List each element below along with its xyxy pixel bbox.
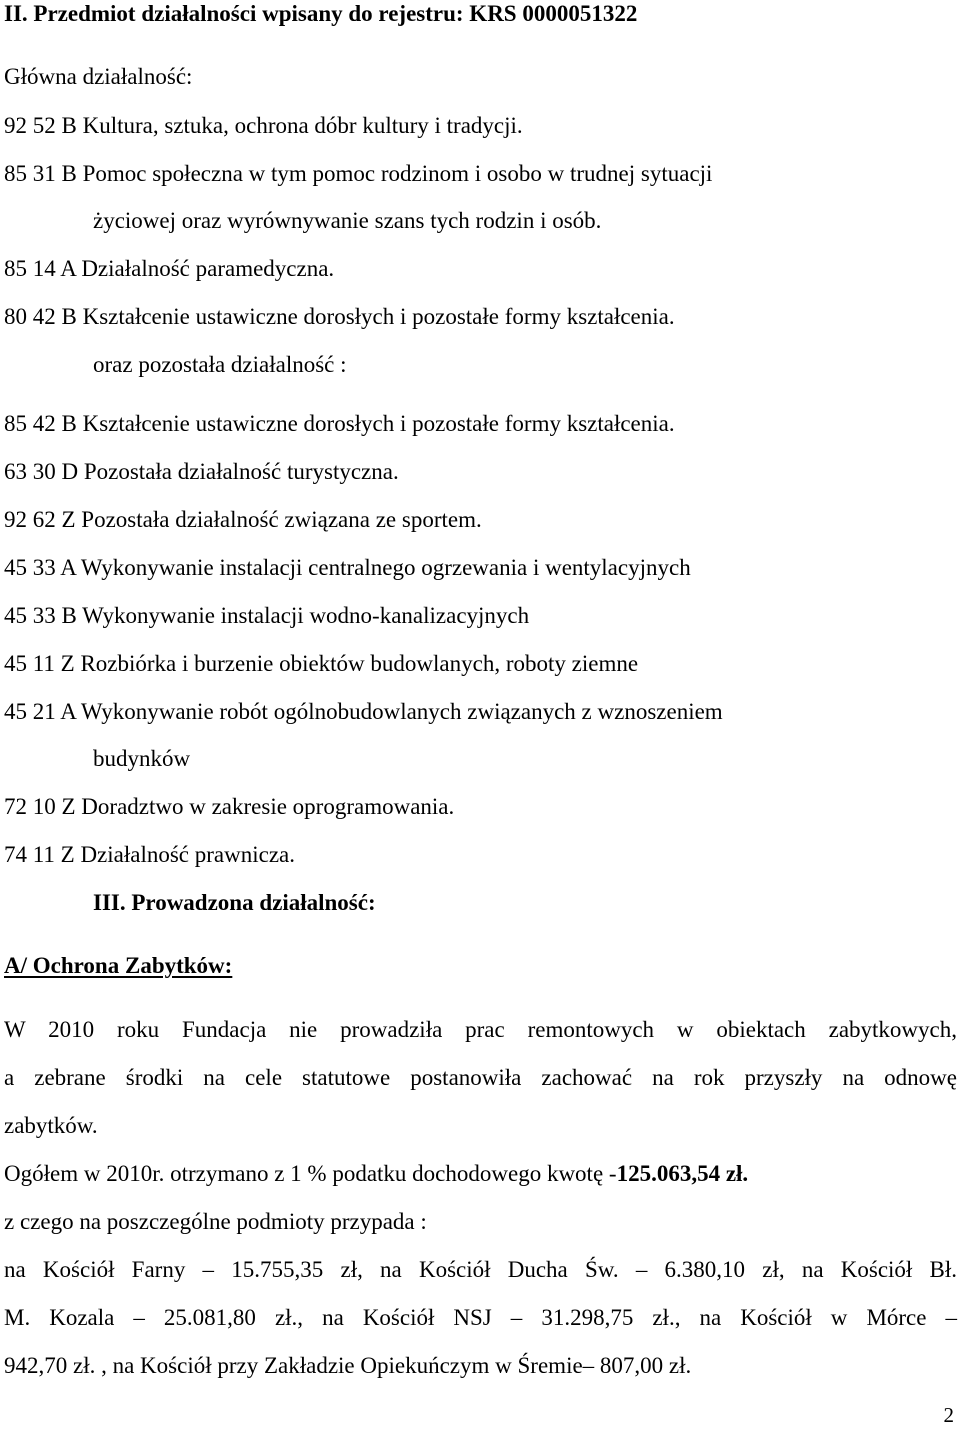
activity-line: 92 52 B Kultura, sztuka, ochrona dóbr kultury i tradycji. xyxy=(4,113,523,138)
activity-line: 85 42 B Kształcenie ustawiczne dorosłych i pozostałe formy kształcenia. xyxy=(4,411,675,436)
total-amount-text: Ogółem w 2010r. otrzymano z 1 % podatku dochodowego kwotę - xyxy=(4,1161,617,1186)
paragraph-line: a zebrane środki na cele statutowe postanowiła zachować na rok przyszły na odnowę xyxy=(4,1065,957,1090)
total-amount-line xyxy=(4,1162,748,1185)
activity-line: 92 62 Z Pozostała działalność związana ze sportem. xyxy=(4,507,482,532)
activity-line: 74 11 Z Działalność prawnicza. xyxy=(4,842,296,867)
subsection-a-heading-text: A/ Ochrona Zabytków: xyxy=(4,953,233,978)
page-number: 2 xyxy=(943,1403,954,1427)
paragraph-line: zabytków. xyxy=(4,1113,98,1138)
activity-line: 72 10 Z Doradztwo w zakresie oprogramowania. xyxy=(4,794,455,819)
activity-line: 45 11 Z Rozbiórka i burzenie obiektów budowlanych, roboty ziemne xyxy=(4,651,639,676)
activity-line-continued: budynków xyxy=(93,746,191,771)
activity-line: 63 30 D Pozostała działalność turystyczna. xyxy=(4,459,399,484)
paragraph-line: W 2010 roku Fundacja nie prowadziła prac remontowych w obiektach zabytkowych, xyxy=(4,1017,957,1042)
total-amount-value: 125.063,54 zł. xyxy=(616,1161,749,1186)
section-3-heading: III. Prowadzona działalność: xyxy=(93,890,376,915)
activity-line: 85 31 B Pomoc społeczna w tym pomoc rodzinom i osobo w trudnej sytuacji xyxy=(4,161,713,186)
activity-line: 85 14 A Działalność paramedyczna. xyxy=(4,256,335,281)
activity-line: 80 42 B Kształcenie ustawiczne dorosłych i pozostałe formy kształcenia. xyxy=(4,304,675,329)
activity-line-continued: życiowej oraz wyrównywanie szans tych rodzin i osób. xyxy=(93,208,602,233)
section-2-heading: II. Przedmiot działalności wpisany do rejestru: KRS 0000051322 xyxy=(4,1,638,26)
breakdown-line: M. Kozala – 25.081,80 zł., na Kościół NSJ – 31.298,75 zł., na Kościół w Mórce – xyxy=(4,1305,957,1330)
other-activity-label: oraz pozostała działalność : xyxy=(93,352,347,377)
breakdown-intro: z czego na poszczególne podmioty przypada : xyxy=(4,1209,427,1234)
breakdown-line: na Kościół Farny – 15.755,35 zł, na Kościół Ducha Św. – 6.380,10 zł, na Kościół Bł. xyxy=(4,1257,957,1282)
activity-line: 45 33 B Wykonywanie instalacji wodno-kanalizacyjnych xyxy=(4,603,530,628)
subsection-a-heading xyxy=(4,954,232,977)
breakdown-line: 942,70 zł. , na Kościół przy Zakładzie Opiekuńczym w Śremie– 807,00 zł. xyxy=(4,1353,692,1378)
activity-line: 45 21 A Wykonywanie robót ogólnobudowlanych związanych z wznoszeniem xyxy=(4,699,723,724)
main-activity-label: Główna działalność: xyxy=(4,64,193,89)
activity-line: 45 33 A Wykonywanie instalacji centralnego ogrzewania i wentylacyjnych xyxy=(4,555,691,580)
